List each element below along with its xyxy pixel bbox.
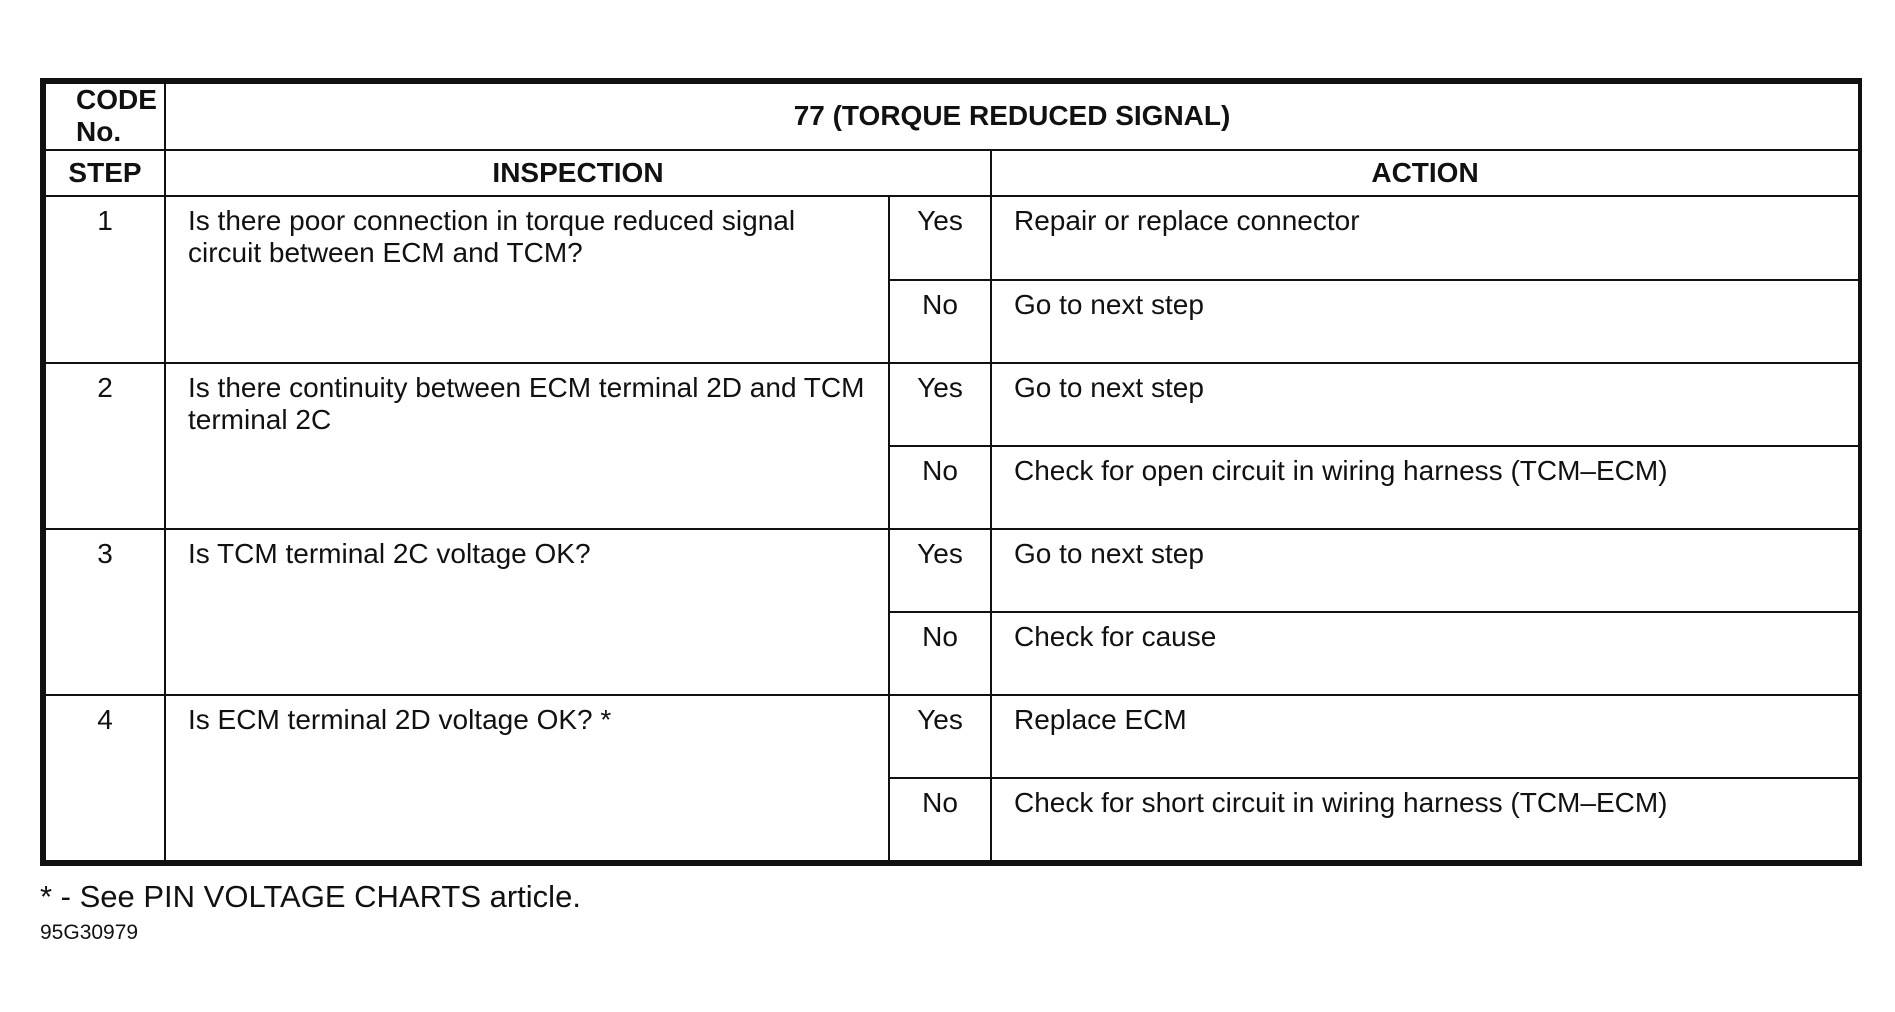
yes-label: Yes [889, 196, 991, 279]
no-action: Check for cause [991, 612, 1859, 695]
yes-label: Yes [889, 363, 991, 446]
no-action: Go to next step [991, 280, 1859, 363]
step-2-yes-row [45, 363, 1859, 446]
step-header: STEP [45, 150, 165, 197]
inspection-text: Is TCM terminal 2C voltage OK? [165, 529, 889, 695]
code-row [45, 83, 1859, 150]
yes-action: Repair or replace connector [991, 196, 1859, 279]
yes-action: Go to next step [991, 529, 1859, 612]
footnote: * - See PIN VOLTAGE CHARTS article. [40, 879, 581, 914]
step-number: 2 [45, 363, 165, 529]
step-number: 3 [45, 529, 165, 695]
step-number: 1 [45, 196, 165, 362]
no-label: No [889, 446, 991, 529]
troubleshooting-table [44, 82, 1860, 862]
yes-label: Yes [889, 695, 991, 778]
code-label: CODE No. [45, 83, 165, 150]
inspection-text: Is there poor connection in torque reduced signal circuit between ECM and TCM? [165, 196, 889, 362]
figure-id: 95G30979 [40, 921, 139, 944]
no-label: No [889, 280, 991, 363]
no-label: No [889, 612, 991, 695]
no-action: Check for short circuit in wiring harness (TCM–ECM) [991, 778, 1859, 861]
inspection-header: INSPECTION [165, 150, 991, 197]
inspection-text: Is there continuity between ECM terminal 2D and TCM terminal 2C [165, 363, 889, 529]
step-4-yes-row [45, 695, 1859, 778]
yes-action: Replace ECM [991, 695, 1859, 778]
code-title: 77 (TORQUE REDUCED SIGNAL) [165, 83, 1859, 150]
column-header-row [45, 150, 1859, 197]
step-1-yes-row [45, 196, 1859, 279]
action-header: ACTION [991, 150, 1859, 197]
step-number: 4 [45, 695, 165, 861]
troubleshooting-table-frame [40, 78, 1862, 866]
step-3-yes-row [45, 529, 1859, 612]
yes-label: Yes [889, 529, 991, 612]
no-action: Check for open circuit in wiring harness (TCM–ECM) [991, 446, 1859, 529]
inspection-text: Is ECM terminal 2D voltage OK? * [165, 695, 889, 861]
yes-action: Go to next step [991, 363, 1859, 446]
no-label: No [889, 778, 991, 861]
